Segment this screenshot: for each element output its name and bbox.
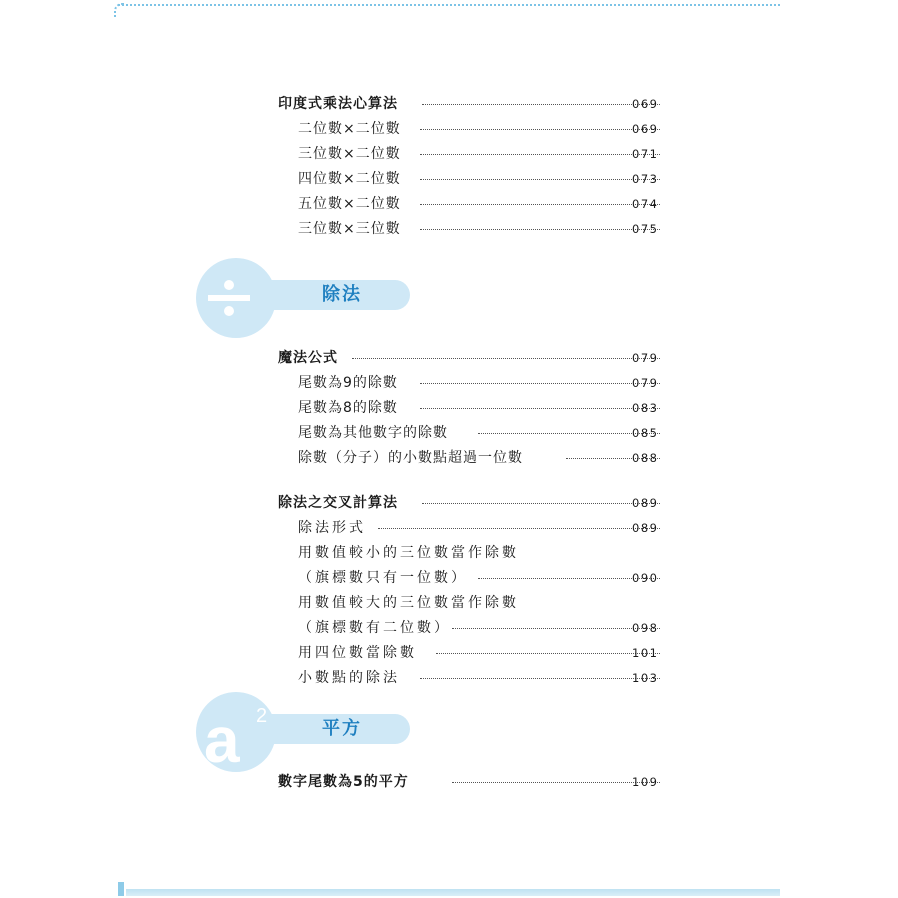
entry-title: 用四位數當除數 — [298, 645, 417, 661]
page-number: 075 — [632, 222, 659, 236]
page-number: 069 — [632, 122, 659, 136]
toc-entry[interactable] — [0, 194, 898, 214]
page-number: 101 — [632, 646, 659, 660]
page-number: 089 — [632, 521, 659, 535]
entry-title: 除法之交叉計算法 — [278, 495, 398, 511]
toc-entry-main[interactable] — [0, 772, 898, 792]
toc-entry-main[interactable] — [0, 94, 898, 114]
toc-entry[interactable] — [0, 568, 898, 588]
svg-text:a: a — [204, 704, 240, 768]
toc-entry[interactable] — [0, 593, 898, 613]
section-banner-division — [196, 258, 416, 338]
entry-title: 小數點的除法 — [298, 670, 400, 686]
toc-entry[interactable] — [0, 543, 898, 563]
toc-entry[interactable] — [0, 373, 898, 393]
dot-leader — [420, 383, 660, 384]
entry-title: 四位數×二位數 — [298, 171, 401, 187]
toc-entry[interactable] — [0, 144, 898, 164]
page-number: 083 — [632, 401, 659, 415]
entry-title: 數字尾數為5的平方 — [278, 774, 409, 790]
entry-title: （旗標數只有一位數） — [298, 570, 468, 586]
entry-title: 尾數為8的除數 — [298, 400, 398, 416]
page-number: 085 — [632, 426, 659, 440]
page-number: 109 — [632, 775, 659, 789]
entry-title: 三位數×三位數 — [298, 221, 401, 237]
dot-leader — [452, 628, 660, 629]
entry-title: 尾數為9的除數 — [298, 375, 398, 391]
entry-title: （旗標數有二位數） — [298, 620, 451, 636]
page-number: 098 — [632, 621, 659, 635]
entry-title: 尾數為其他數字的除數 — [298, 425, 448, 441]
page-number: 073 — [632, 172, 659, 186]
dot-leader — [420, 229, 660, 230]
dot-leader — [420, 204, 660, 205]
toc-entry[interactable] — [0, 643, 898, 663]
dot-leader — [420, 408, 660, 409]
page-number: 089 — [632, 496, 659, 510]
toc-entry[interactable] — [0, 618, 898, 638]
toc-entry[interactable] — [0, 219, 898, 239]
bottom-border-mark — [118, 882, 124, 896]
entry-title: 除法形式 — [298, 520, 366, 536]
top-dotted-border — [118, 4, 780, 6]
dot-leader — [452, 782, 660, 783]
entry-title: 五位數×二位數 — [298, 196, 401, 212]
dot-leader — [436, 653, 660, 654]
bottom-border-bar — [126, 889, 780, 896]
section-title: 平方 — [322, 718, 362, 739]
toc-entry[interactable] — [0, 119, 898, 139]
page-number: 090 — [632, 571, 659, 585]
section-title: 除法 — [322, 284, 362, 305]
toc-entry[interactable] — [0, 398, 898, 418]
entry-title: 二位數×二位數 — [298, 121, 401, 137]
page-number: 071 — [632, 147, 659, 161]
dot-leader — [352, 358, 660, 359]
section-banner-square — [196, 692, 416, 772]
entry-title: 印度式乘法心算法 — [278, 96, 398, 112]
dot-leader — [420, 678, 660, 679]
a-squared-icon — [200, 700, 270, 768]
dot-leader — [378, 528, 660, 529]
toc-entry[interactable] — [0, 448, 898, 468]
page-number: 069 — [632, 97, 659, 111]
svg-text:2: 2 — [256, 705, 268, 727]
dot-leader — [422, 104, 660, 105]
toc-entry-main[interactable] — [0, 493, 898, 513]
entry-title: 魔法公式 — [278, 350, 338, 366]
dot-leader — [422, 503, 660, 504]
entry-title: 用數值較大的三位數當作除數 — [298, 595, 519, 611]
entry-title: 用數值較小的三位數當作除數 — [298, 545, 519, 561]
toc-entry[interactable] — [0, 169, 898, 189]
toc-entry[interactable] — [0, 518, 898, 538]
page-number: 088 — [632, 451, 659, 465]
entry-title: 三位數×二位數 — [298, 146, 401, 162]
page-number: 074 — [632, 197, 659, 211]
toc-entry[interactable] — [0, 423, 898, 443]
page-number: 079 — [632, 376, 659, 390]
toc-entry[interactable] — [0, 668, 898, 688]
toc-entry-main[interactable] — [0, 348, 898, 368]
entry-title: 除數（分子）的小數點超過一位數 — [298, 450, 523, 466]
dot-leader — [420, 129, 660, 130]
division-sign-icon — [206, 278, 252, 318]
page-number: 103 — [632, 671, 659, 685]
page-number: 079 — [632, 351, 659, 365]
dot-leader — [420, 179, 660, 180]
dot-leader — [420, 154, 660, 155]
